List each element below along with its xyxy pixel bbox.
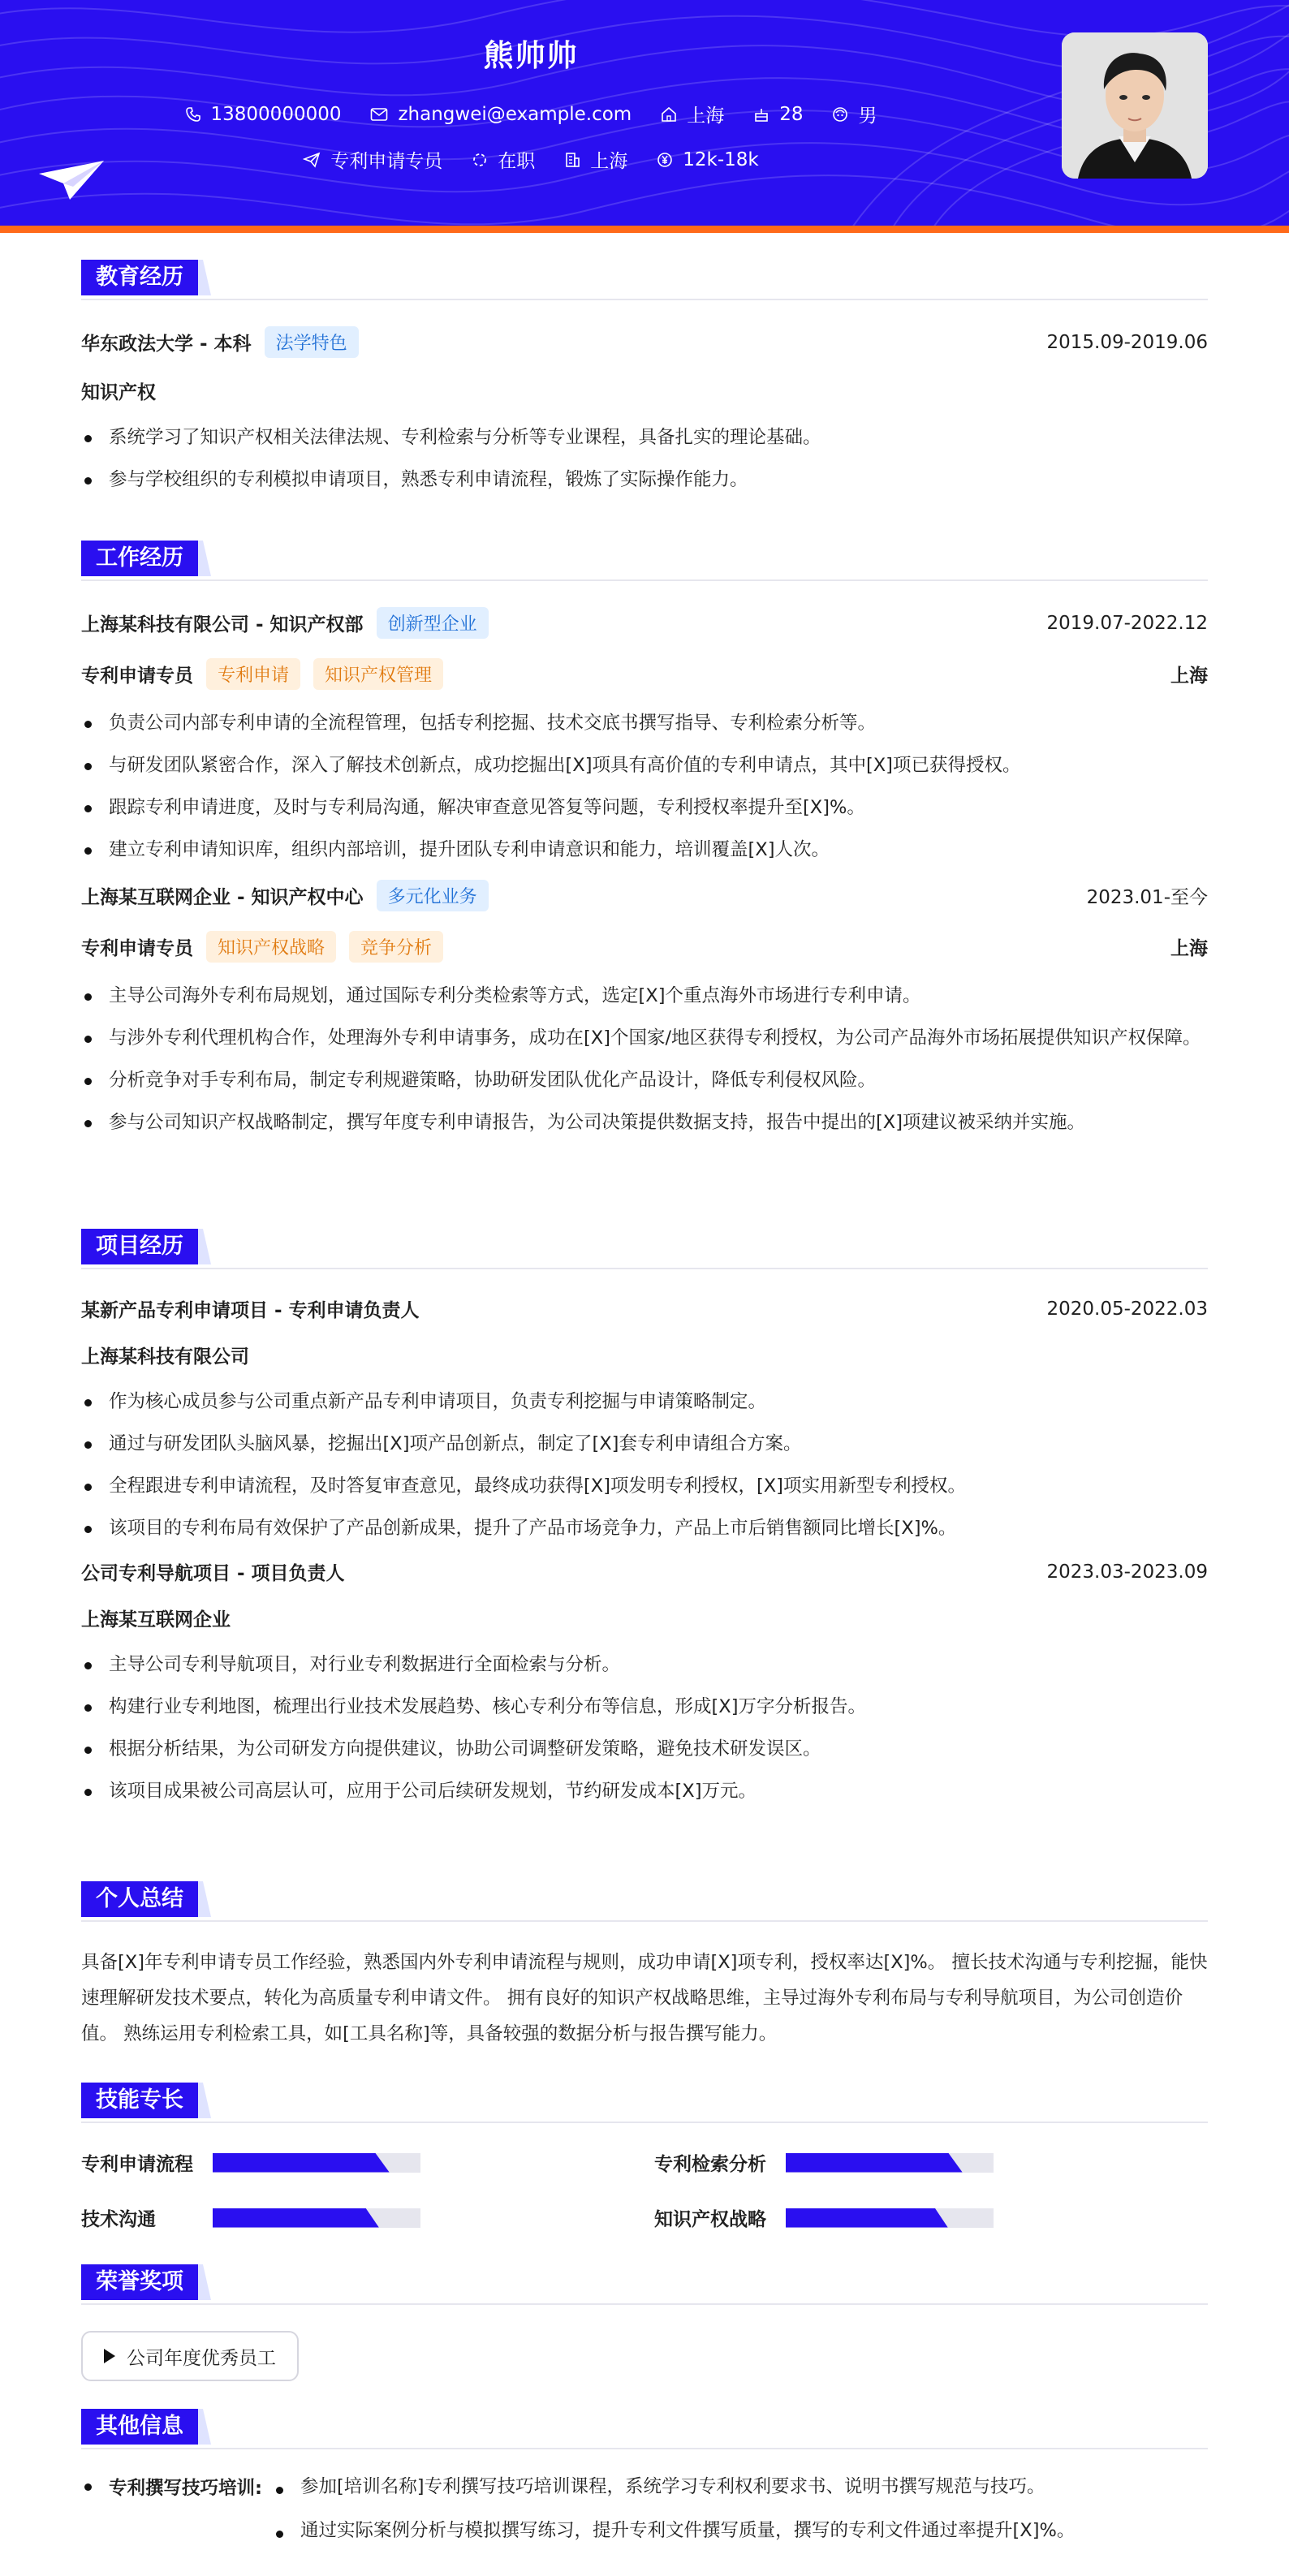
triangle-icon xyxy=(104,2349,115,2363)
list-item: 参与学校组织的专利模拟申请项目，熟悉专利申请流程，锻炼了实际操作能力。 xyxy=(81,464,1208,495)
summary-section xyxy=(81,1881,1208,2052)
title-tail-decoration xyxy=(198,1229,211,1264)
summary-text: 具备[X]年专利申请专员工作经验，熟悉国内外专利申请流程与规则，成功申请[X]项专利，授权率达[X]%。 擅长技术沟通与专利挖掘，能快速理解研发技术要点，转化为高质量专利申请文件。 拥有良好的知识产权战略思维，主导过海外专利布局与专利导航项目，为公司创造价值。 熟练运用专利检索工具，如[工具名称]等，具备较强的数据分析与报告撰写能力。 xyxy=(81,1952,1208,2044)
section-header xyxy=(81,260,1208,300)
send-icon xyxy=(303,152,321,168)
job-bullets xyxy=(81,708,1208,865)
home-icon xyxy=(661,106,677,123)
skill-name: 专利检索分析 xyxy=(654,2154,766,2175)
job-location: 上海 xyxy=(1170,938,1208,959)
email-text: zhangwei@example.com xyxy=(398,103,632,125)
title-tail-decoration xyxy=(198,1881,211,1917)
award-text: 公司年度优秀员工 xyxy=(127,2347,276,2369)
gender-icon xyxy=(832,106,848,123)
skill-name: 知识产权战略 xyxy=(654,2209,766,2230)
candidate-name: 熊帅帅 xyxy=(483,38,579,73)
job-date: 2023.01-至今 xyxy=(1086,887,1208,908)
status-text: 在职 xyxy=(498,151,536,172)
skill-bar-fill xyxy=(786,2208,948,2228)
section-title: 教育经历 xyxy=(81,260,198,295)
other-bullets xyxy=(273,2474,1208,2544)
project-org: 上海某互联网企业 xyxy=(81,1609,231,1630)
list-item: 系统学习了知识产权相关法律法规、专利检索与分析等专业课程，具备扎实的理论基础。 xyxy=(81,422,1208,453)
age-item xyxy=(753,104,803,125)
list-item: 跟踪专利申请进度，及时与专利局沟通，解决审查意见答复等问题，专利授权率提升至[X]%。 xyxy=(81,792,1208,823)
status-item xyxy=(472,146,535,173)
list-item: 负责公司内部专利申请的全流程管理，包括专利挖掘、技术交底书撰写指导、专利检索分析等。 xyxy=(81,708,1208,739)
resume-header xyxy=(0,0,1289,227)
skill-bar xyxy=(786,2208,994,2228)
job-role: 专利申请专员 xyxy=(81,666,193,687)
skill-bar xyxy=(213,2208,420,2228)
section-divider xyxy=(81,2122,1208,2123)
job-role-row xyxy=(81,931,1208,963)
project-bullets xyxy=(81,1386,1208,1544)
list-item: 该项目的专利布局有效保护了产品创新成果，提升了产品市场竞争力，产品上市后销售额同比增长[X]%。 xyxy=(81,1513,1208,1544)
skill-item xyxy=(81,2204,420,2231)
role-tag: 知识产权管理 xyxy=(313,658,443,690)
mail-icon xyxy=(370,107,388,122)
gender-text: 男 xyxy=(858,106,877,127)
list-item: 参加[培训名称]专利撰写技巧培训课程，系统学习专利权利要求书、说明书撰写规范与技巧。 xyxy=(273,2474,1208,2500)
title-tail-decoration xyxy=(198,2083,211,2118)
projects-section xyxy=(81,1229,1208,1818)
skills-section xyxy=(81,2083,1208,2229)
job-bullets xyxy=(81,980,1208,1138)
section-title: 技能专长 xyxy=(81,2083,198,2118)
section-divider xyxy=(81,1920,1208,1922)
skill-bar-fill xyxy=(213,2208,379,2228)
list-item: 全程跟进专利申请流程，及时答复审查意见，最终成功获得[X]项发明专利授权，[X]项实用新型专利授权。 xyxy=(81,1471,1208,1501)
company-name: 上海某科技有限公司 - 知识产权部 xyxy=(81,614,364,635)
building-icon xyxy=(564,152,580,168)
list-item: 建立专利申请知识库，组织内部培训，提升团队专利申请意识和能力，培训覆盖[X]人次。 xyxy=(81,834,1208,865)
list-item: 与涉外专利代理机构合作，处理海外专利申请事务，成功在[X]个国家/地区获得专利授权，为公司产品海外市场拓展提供知识产权保障。 xyxy=(81,1023,1208,1053)
skill-name: 专利申请流程 xyxy=(81,2154,193,2175)
job-intent-item xyxy=(303,146,442,173)
section-title: 其他信息 xyxy=(81,2409,198,2445)
list-item: 主导公司专利导航项目，对行业专利数据进行全面检索与分析。 xyxy=(81,1649,1208,1680)
paper-plane-icon xyxy=(37,159,106,201)
title-tail-decoration xyxy=(198,2264,211,2300)
section-title: 荣誉奖项 xyxy=(81,2264,198,2300)
skill-bar xyxy=(213,2153,420,2173)
phone-icon xyxy=(185,106,201,123)
section-header xyxy=(81,2264,1208,2305)
section-title: 项目经历 xyxy=(81,1229,198,1264)
project-org: 上海某科技有限公司 xyxy=(81,1346,249,1368)
school-name: 华东政法大学 - 本科 xyxy=(81,334,252,355)
project-name: 某新产品专利申请项目 - 专利申请负责人 xyxy=(81,1300,420,1321)
other-section xyxy=(81,2409,1208,2544)
list-item: 主导公司海外专利布局规划，通过国际专利分类检索等方式，选定[X]个重点海外市场进行专利申请。 xyxy=(81,980,1208,1011)
project-bullets xyxy=(81,1649,1208,1807)
job-role: 专利申请专员 xyxy=(81,938,193,959)
project-header xyxy=(81,1295,1208,1322)
list-item: 通过实际案例分析与模拟撰写练习，提升专利文件撰写质量，撰写的专利文件通过率提升[X]%。 xyxy=(273,2518,1208,2544)
other-label: 专利撰写技巧培训: xyxy=(81,2474,262,2500)
section-header xyxy=(81,541,1208,581)
job-role-row xyxy=(81,658,1208,690)
section-title: 工作经历 xyxy=(81,541,198,576)
project-date: 2023.03-2023.09 xyxy=(1046,1561,1208,1583)
email-item xyxy=(370,104,632,125)
skill-bar xyxy=(786,2153,994,2173)
intent-row xyxy=(0,146,1062,173)
education-entry-header xyxy=(81,326,1208,358)
list-item: 该项目成果被公司高层认可，应用于公司后续研发规划，节约研发成本[X]万元。 xyxy=(81,1776,1208,1807)
honors-section xyxy=(81,2264,1208,2381)
education-date: 2015.09-2019.06 xyxy=(1046,331,1208,353)
skill-bar-fill xyxy=(213,2153,390,2173)
contact-row xyxy=(0,101,1062,127)
role-tag: 竞争分析 xyxy=(349,931,443,963)
section-header xyxy=(81,1881,1208,1922)
avatar-portrait xyxy=(1062,32,1208,179)
title-tail-decoration xyxy=(198,2409,211,2445)
section-header xyxy=(81,2083,1208,2123)
job-date: 2019.07-2022.12 xyxy=(1046,612,1208,634)
salary-text: 12k-18k xyxy=(683,149,759,170)
list-item: 根据分析结果，为公司研发方向提供建议，协助公司调整研发策略，避免技术研发误区。 xyxy=(81,1734,1208,1764)
profile-photo xyxy=(1062,32,1208,179)
job-intent-text: 专利申请专员 xyxy=(330,151,443,172)
status-icon xyxy=(472,152,488,168)
role-tag: 专利申请 xyxy=(206,658,300,690)
company-tag: 多元化业务 xyxy=(377,880,489,911)
skill-bar-fill xyxy=(786,2153,963,2173)
phone-item xyxy=(185,104,342,125)
other-item xyxy=(81,2474,1208,2544)
skill-item xyxy=(654,2204,994,2231)
school-tag: 法学特色 xyxy=(265,326,359,358)
list-item: 分析竞争对手专利布局，制定专利规避策略，协助研发团队优化产品设计，降低专利侵权风险。 xyxy=(81,1065,1208,1096)
company-tag: 创新型企业 xyxy=(377,607,489,639)
job-location: 上海 xyxy=(1170,666,1208,687)
job-header xyxy=(81,607,1208,639)
education-section xyxy=(81,260,1208,506)
section-divider xyxy=(81,1268,1208,1269)
phone-text: 13800000000 xyxy=(210,103,342,125)
list-item: 参与公司知识产权战略制定，撰写年度专利申请报告，为公司决策提供数据支持，报告中提出的[X]项建议被采纳并实施。 xyxy=(81,1107,1208,1138)
role-tag: 知识产权战略 xyxy=(206,931,336,963)
yen-icon xyxy=(657,152,673,168)
company-name: 上海某互联网企业 - 知识产权中心 xyxy=(81,887,364,908)
list-item: 与研发团队紧密合作，深入了解技术创新点，成功挖掘出[X]项具有高价值的专利申请点，其中[X]项已获得授权。 xyxy=(81,750,1208,781)
gender-item xyxy=(832,101,877,127)
skill-item xyxy=(81,2149,420,2176)
salary-item xyxy=(657,149,758,170)
section-divider xyxy=(81,299,1208,300)
section-title: 个人总结 xyxy=(81,1881,198,1917)
age-text: 28 xyxy=(779,103,804,125)
target-city-text: 上海 xyxy=(590,151,628,172)
section-divider xyxy=(81,2303,1208,2305)
title-tail-decoration xyxy=(198,541,211,576)
project-name: 公司专利导航项目 - 项目负责人 xyxy=(81,1563,345,1584)
list-item: 构建行业专利地图，梳理出行业技术发展趋势、核心专利分布等信息，形成[X]万字分析报告。 xyxy=(81,1691,1208,1722)
list-item: 作为核心成员参与公司重点新产品专利申请项目，负责专利挖掘与申请策略制定。 xyxy=(81,1386,1208,1417)
section-divider xyxy=(81,2448,1208,2449)
list-item: 通过与研发团队头脑风暴，挖掘出[X]项产品创新点，制定了[X]套专利申请组合方案。 xyxy=(81,1428,1208,1459)
section-header xyxy=(81,2409,1208,2449)
target-city-item xyxy=(564,146,627,173)
city-text: 上海 xyxy=(687,106,725,127)
award-badge xyxy=(81,2331,299,2381)
city-item xyxy=(661,101,724,127)
project-header xyxy=(81,1558,1208,1585)
skill-item xyxy=(654,2149,994,2176)
work-section xyxy=(81,541,1208,1149)
title-tail-decoration xyxy=(198,260,211,295)
section-divider xyxy=(81,579,1208,581)
project-date: 2020.05-2022.03 xyxy=(1046,1298,1208,1320)
section-header xyxy=(81,1229,1208,1269)
header-accent-stripe xyxy=(0,226,1289,233)
job-header xyxy=(81,880,1208,911)
major-name: 知识产权 xyxy=(81,382,156,403)
education-bullets xyxy=(81,422,1208,495)
cake-icon xyxy=(753,106,770,123)
skill-name: 技术沟通 xyxy=(81,2209,156,2230)
